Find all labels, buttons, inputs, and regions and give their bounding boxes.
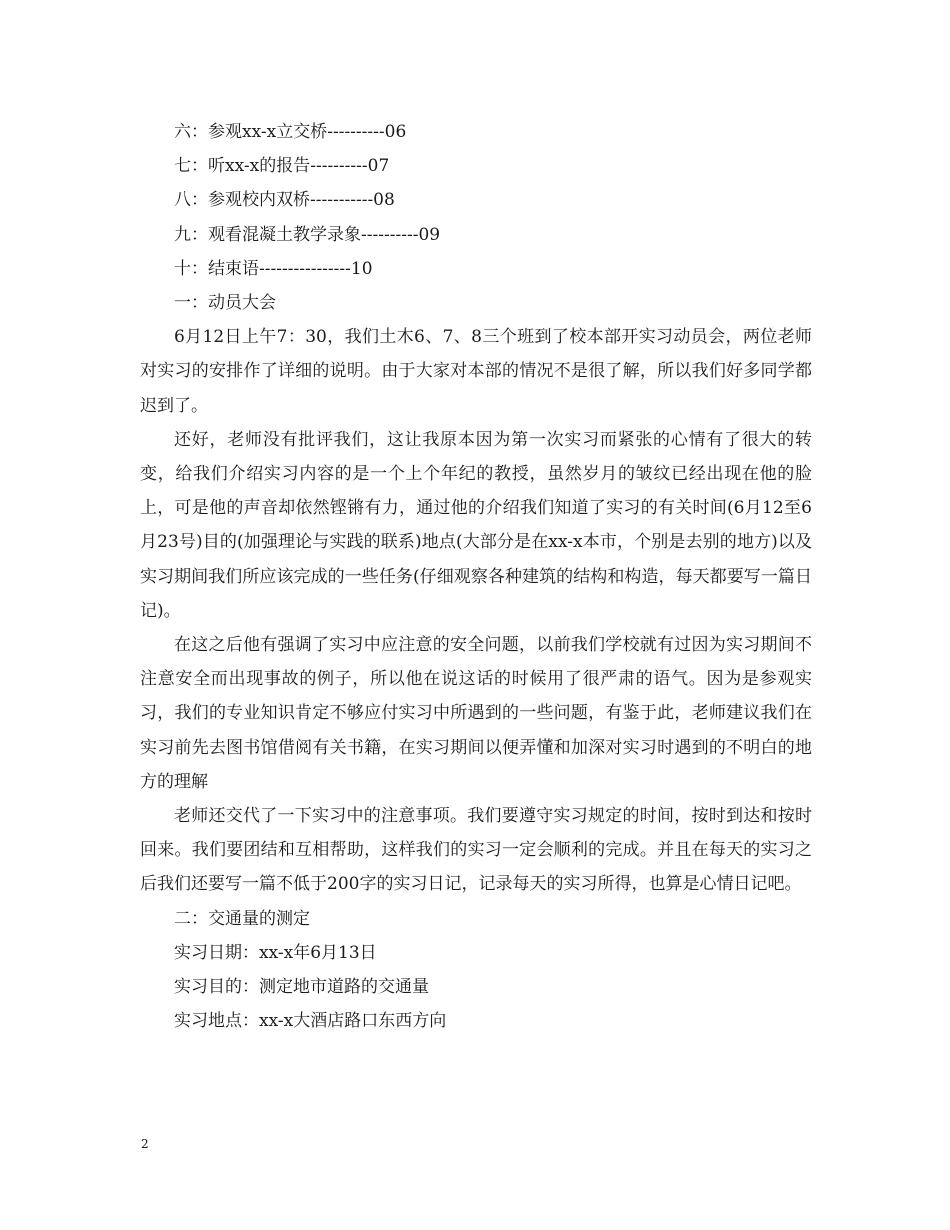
internship-location: 实习地点：xx-x大酒店路口东西方向 <box>174 1011 447 1032</box>
section-heading-traffic: 二：交通量的测定 <box>174 908 310 929</box>
paragraph: 在这之后他有强调了实习中应注意的安全问题，以前我们学校就有过因为实习期间不注意安全而出现事故的例子，所以他在说这话的时候用了很严肃的语气。因为是参观实习，我们的专业知识肯定不够应付实习中所遇到的一些问题，有鉴于此，老师建议我们在实习前先去图书馆借阅有关书籍，在实习期间以便弄懂和加深对实习时遇到的不明白的地方的理解 <box>140 635 812 792</box>
page-content <box>140 115 812 1038</box>
toc-entry-6: 六：参观xx-x立交桥----------06 <box>174 122 407 142</box>
toc-entry-7: 七：听xx-x的报告----------07 <box>174 156 390 177</box>
paragraph: 6月12日上午7：30，我们土木6、7、8三个班到了校本部开实习动员会，两位老师对实习的安排作了详细的说明。由于大家对本部的情况不是很了解，所以我们好多同学都迟到了。 <box>140 327 812 416</box>
internship-purpose: 实习目的：测定地市道路的交通量 <box>174 977 429 998</box>
toc-entry-8: 八：参观校内双桥-----------08 <box>174 190 395 211</box>
toc-entry-10: 十：结束语----------------10 <box>174 258 373 279</box>
section-heading-mobilization: 一：动员大会 <box>174 293 276 314</box>
toc-entry-9: 九：观看混凝土教学录象----------09 <box>174 224 441 245</box>
internship-date: 实习日期：xx-x年6月13日 <box>174 942 377 963</box>
paragraph: 老师还交代了一下实习中的注意事项。我们要遵守实习规定的时间，按时到达和按时回来。我们要团结和互相帮助，这样我们的实习一定会顺利的完成。并且在每天的实习之后我们还要写一篇不低于200字的实习日记，记录每天的实习所得，也算是心情日记吧。 <box>140 806 812 895</box>
page-number: 2 <box>141 1137 149 1151</box>
paragraph: 还好，老师没有批评我们，这让我原本因为第一次实习而紧张的心情有了很大的转变，给我们介绍实习内容的是一个上个年纪的教授，虽然岁月的皱纹已经出现在他的脸上，可是他的声音却依然铿锵有力，通过他的介绍我们知道了实习的有关时间(6月12至6月23号)目的(加强理论与实践的联系)地点(大部分是在xx-x本市，个别是去别的地方)以及实习期间我们所应该完成的一些任务(仔细观察各种建筑的结构和构造，每天都要写一篇日记)。 <box>140 429 812 621</box>
